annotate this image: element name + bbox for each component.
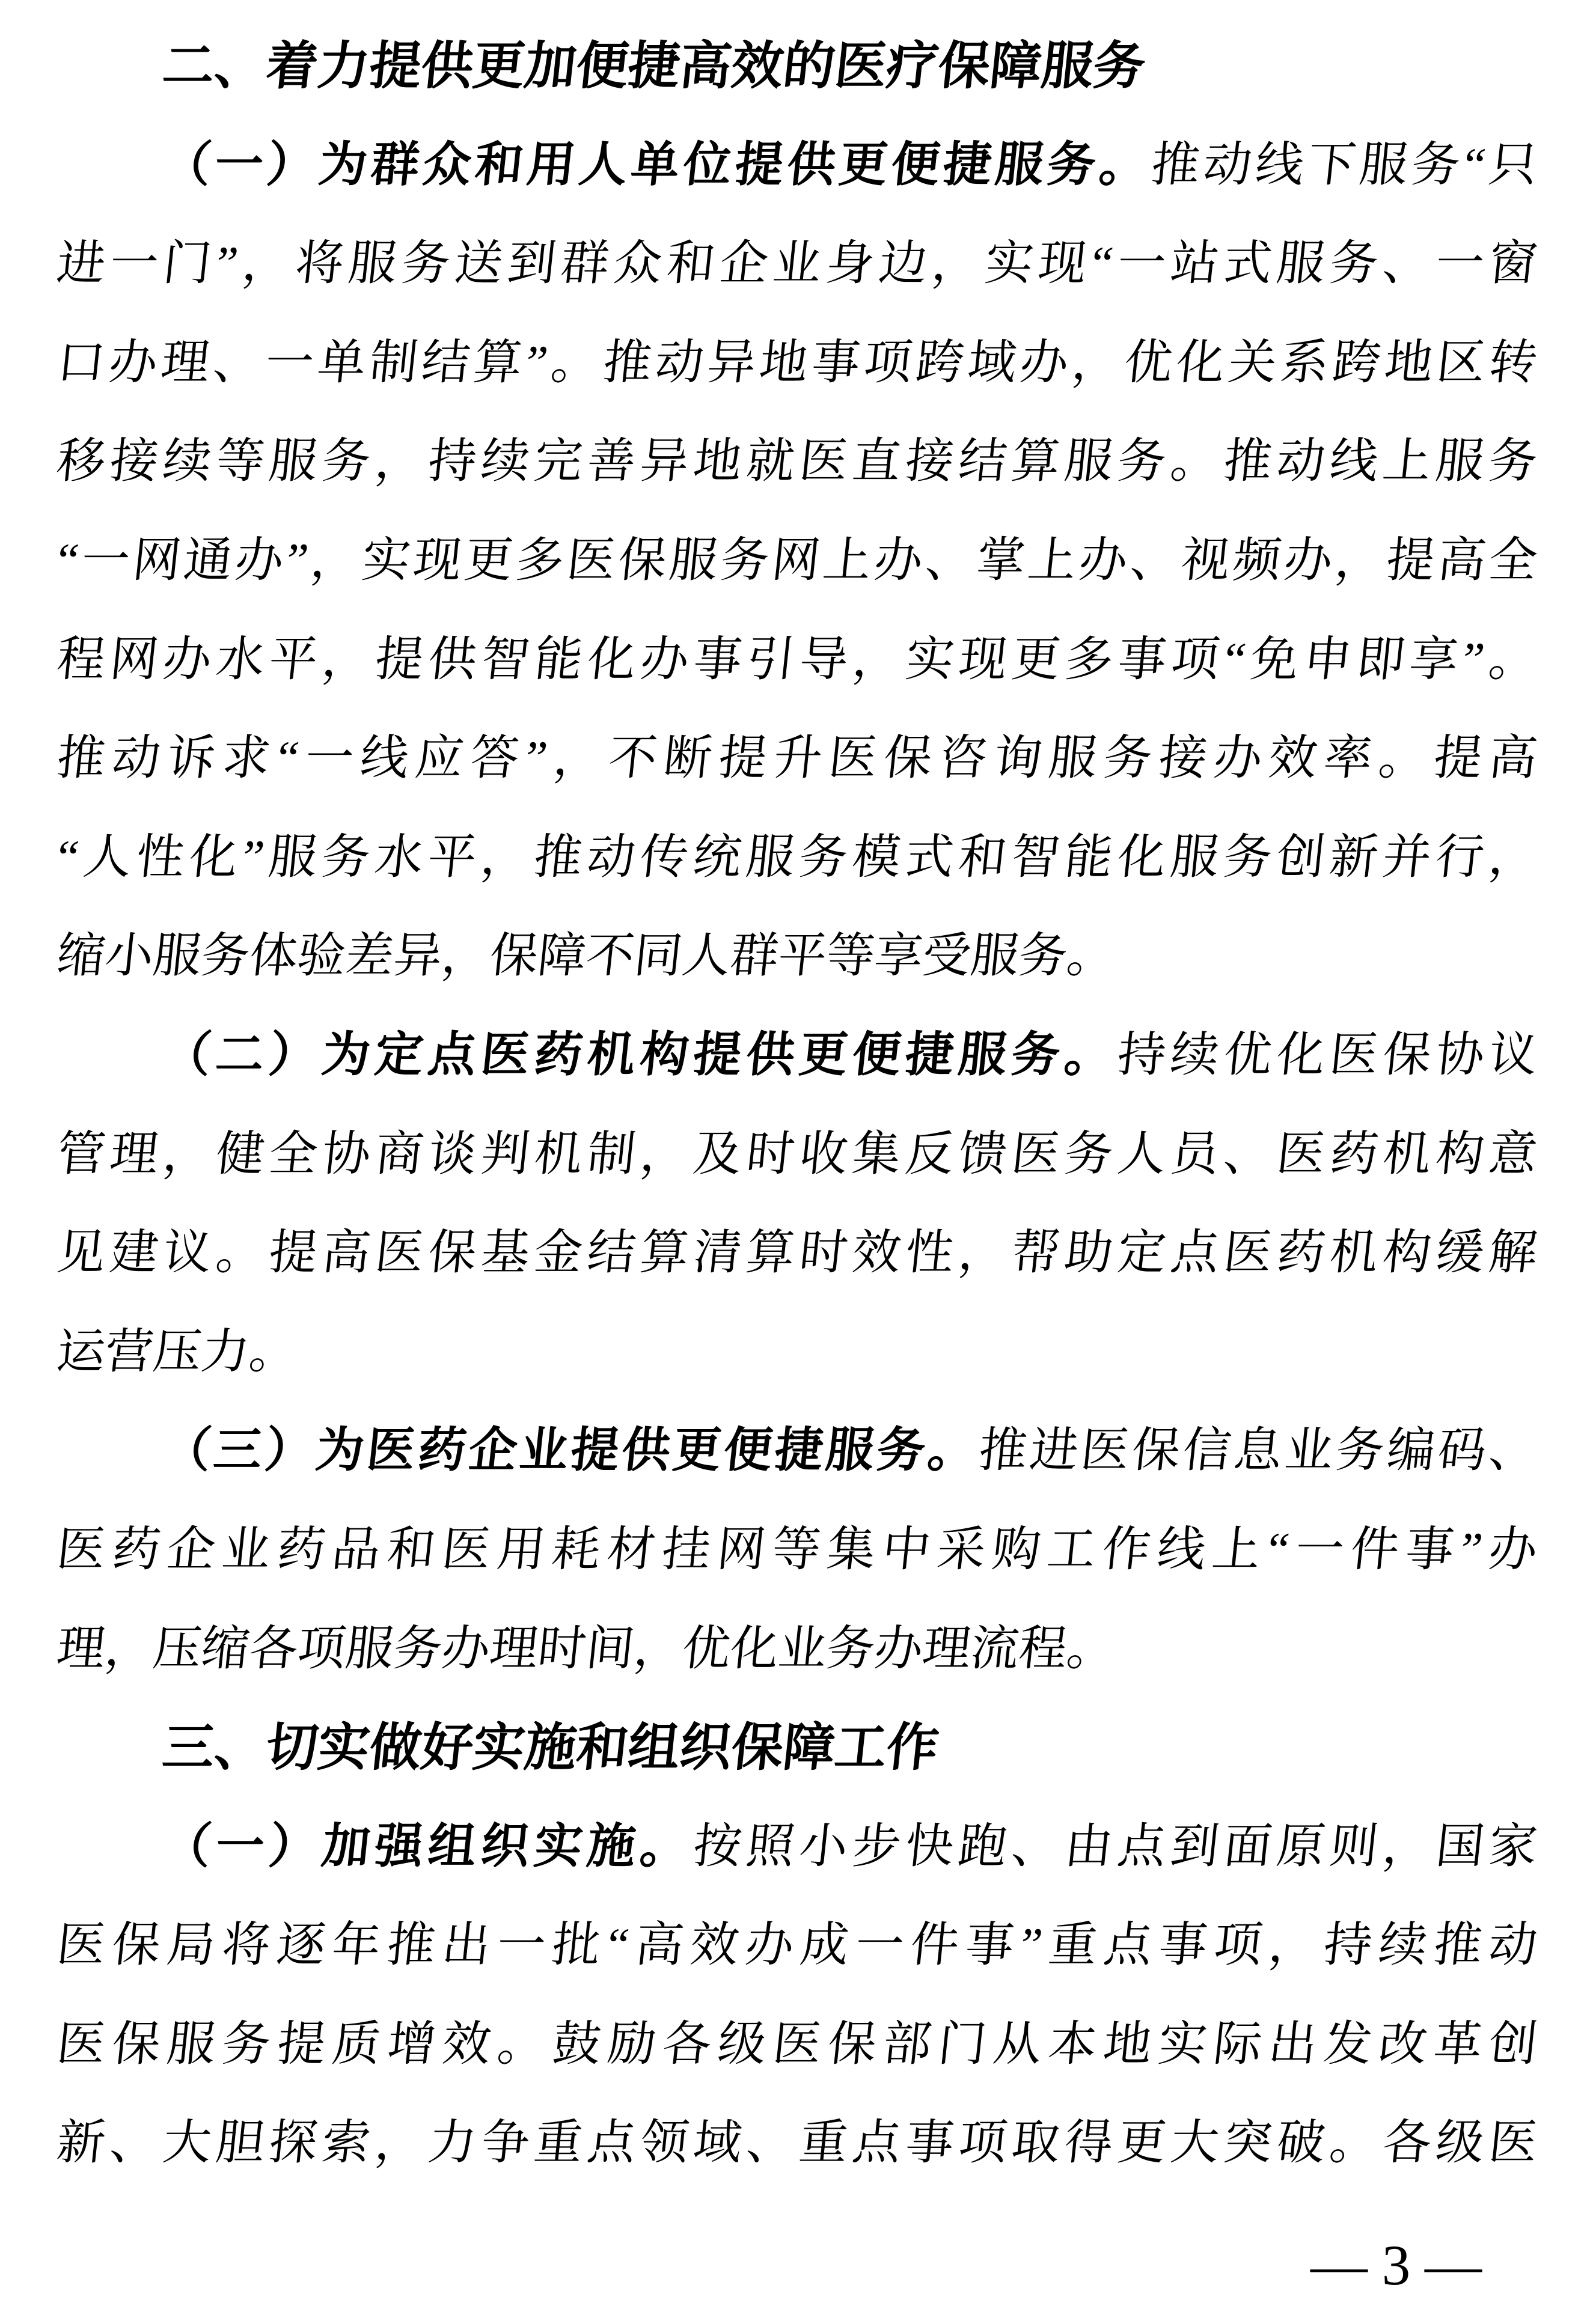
section-heading (52, 17, 1542, 116)
section-heading-text: 三、切实做好实施和组织保障工作 (159, 1719, 942, 1777)
document-line (52, 709, 1542, 808)
document-line (52, 1600, 1542, 1699)
document-line (52, 1995, 1542, 2094)
document-line (52, 1303, 1542, 1402)
document-line (52, 907, 1542, 1006)
line-text: 推进医保信息业务编码、 (976, 1424, 1540, 1478)
line-text: 医保局将逐年推出一批“高效办成一件事”重点事项，持续推动 (54, 1919, 1540, 1972)
section-heading-text: 二、着力提供更加便捷高效的医疗保障服务 (159, 37, 1149, 95)
line-text: “一网通办”，实现更多医保服务网上办、掌上办、视频办，提高全 (54, 534, 1540, 587)
page-number: — 3 — (1310, 2233, 1482, 2297)
line-text: 口办理、一单制结算”。推动异地事项跨域办，优化关系跨地区转 (54, 336, 1540, 389)
document-line (52, 116, 1542, 215)
document-line (52, 1105, 1542, 1204)
line-text: 见建议。提高医保基金结算清算时效性，帮助定点医药机构缓解 (54, 1227, 1540, 1280)
document-content (54, 17, 1540, 2193)
line-text: 推动线下服务“只 (1149, 138, 1540, 192)
line-text: 持续优化医保协议 (1115, 1028, 1540, 1082)
paragraph-lead: （一）为群众和用人单位提供更便捷服务。 (160, 138, 1155, 192)
document-line (52, 1204, 1542, 1303)
document-line (52, 1006, 1542, 1105)
line-text: 程网办水平，提供智能化办事引导，实现更多事项“免申即享”。 (54, 633, 1540, 686)
line-text: 推动诉求“一线应答”，不断提升医保咨询服务接办效率。提高 (54, 732, 1540, 785)
document-line (52, 215, 1542, 314)
line-text: 移接续等服务，持续完善异地就医直接结算服务。推动线上服务 (54, 435, 1540, 489)
document-line (52, 1501, 1542, 1600)
document-line (52, 808, 1542, 907)
document-line (52, 1798, 1542, 1897)
line-text: 医药企业药品和医用耗材挂网等集中采购工作线上“一件事”办 (54, 1523, 1540, 1576)
line-text: 按照小步快跑、由点到面原则，国家 (690, 1820, 1540, 1873)
document-line (52, 314, 1542, 413)
line-text: 理，压缩各项服务办理时间，优化业务办理流程。 (54, 1622, 1118, 1676)
line-text: 运营压力。 (54, 1325, 301, 1379)
line-text: 新、大胆探索，力争重点领域、重点事项取得更大突破。各级医 (54, 2117, 1540, 2170)
document-line (52, 412, 1542, 511)
line-text: 管理，健全协商谈判机制，及时收集反馈医务人员、医药机构意 (54, 1127, 1540, 1181)
line-text: 医保服务提质增效。鼓励各级医保部门从本地实际出发改革创 (54, 2017, 1540, 2071)
document-line (52, 611, 1542, 710)
line-text: 缩小服务体验差异，保障不同人群平等享受服务。 (54, 930, 1118, 983)
document-line (52, 511, 1542, 611)
document-line (52, 1896, 1542, 1995)
document-line (52, 2094, 1542, 2193)
section-heading (52, 1698, 1542, 1798)
document-line (52, 1401, 1542, 1501)
line-text: “人性化”服务水平，推动传统服务模式和智能化服务创新并行， (54, 831, 1540, 884)
line-text: 进一门”，将服务送到群众和企业身边，实现“一站式服务、一窗 (54, 237, 1540, 291)
paragraph-lead: （三）为医药企业提供更便捷服务。 (160, 1424, 982, 1478)
paragraph-lead: （二）为定点医药机构提供更便捷服务。 (160, 1028, 1121, 1082)
paragraph-lead: （一）加强组织实施。 (160, 1820, 697, 1873)
